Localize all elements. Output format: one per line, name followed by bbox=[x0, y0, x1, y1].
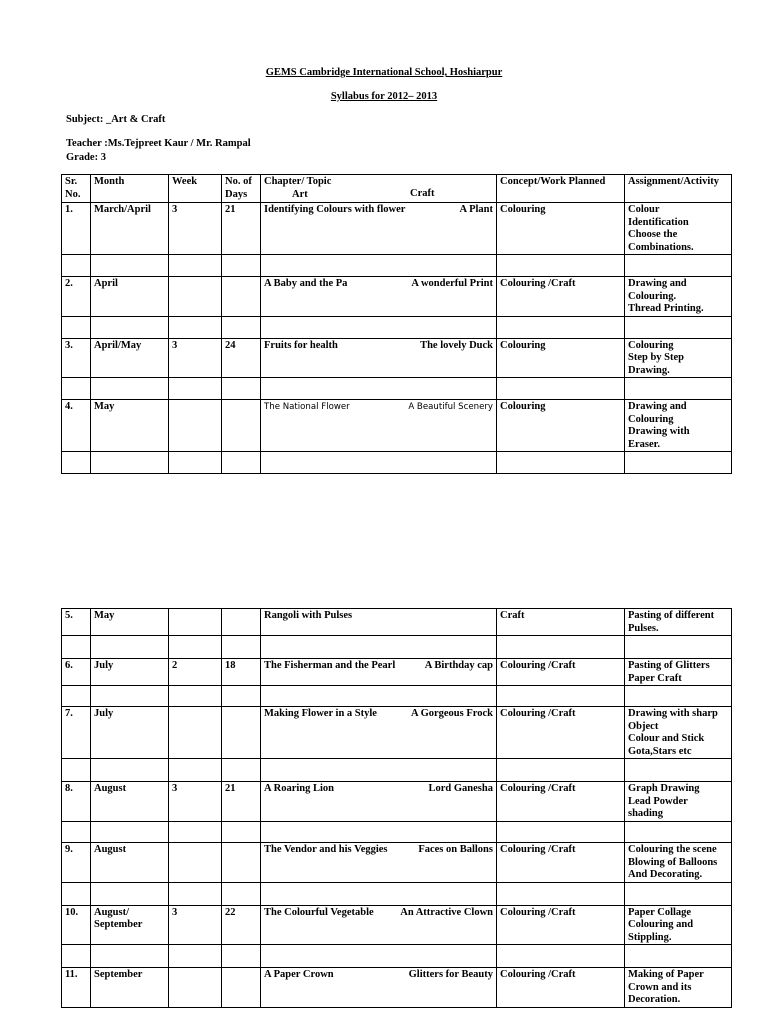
sr-cell: 9. bbox=[62, 843, 91, 883]
empty-cell bbox=[222, 636, 261, 659]
spacer-row bbox=[62, 686, 732, 707]
sr-cell: 1. bbox=[62, 203, 91, 255]
empty-cell bbox=[62, 378, 91, 400]
assignment-line: Graph Drawing bbox=[628, 783, 700, 794]
week-cell bbox=[169, 609, 222, 636]
topic-cell bbox=[261, 843, 497, 883]
assignment-cell bbox=[625, 203, 732, 255]
assignment-cell bbox=[625, 338, 732, 378]
spacer-row bbox=[62, 452, 732, 474]
empty-cell bbox=[625, 822, 732, 843]
header-concept: Concept/Work Planned bbox=[497, 175, 625, 203]
month-cell: August/ September bbox=[91, 905, 169, 945]
days-cell bbox=[222, 843, 261, 883]
empty-cell bbox=[169, 255, 222, 277]
assignment-line: Pulses. bbox=[628, 622, 659, 634]
assignment-cell bbox=[625, 843, 732, 883]
assignment-line: Lead Powder bbox=[628, 795, 688, 807]
sr-cell: 7. bbox=[62, 707, 91, 759]
empty-cell bbox=[169, 759, 222, 782]
assignment-cell bbox=[625, 707, 732, 759]
topic-cell bbox=[261, 968, 497, 1008]
sr-cell: 11. bbox=[62, 968, 91, 1008]
empty-cell bbox=[497, 452, 625, 474]
empty-cell bbox=[625, 452, 732, 474]
topic-art: A Baby and the Pa bbox=[264, 278, 348, 289]
week-cell: 3 bbox=[169, 782, 222, 822]
concept-cell: Colouring bbox=[497, 338, 625, 378]
table-row bbox=[62, 968, 732, 1008]
month-cell: May bbox=[91, 400, 169, 452]
empty-cell bbox=[222, 822, 261, 843]
empty-cell bbox=[169, 882, 222, 905]
days-cell: 24 bbox=[222, 338, 261, 378]
header-assignment: Assignment/Activity bbox=[625, 175, 732, 203]
assignment-line: shading bbox=[628, 808, 664, 819]
month-cell: March/April bbox=[91, 203, 169, 255]
days-cell bbox=[222, 400, 261, 452]
week-cell bbox=[169, 843, 222, 883]
empty-cell bbox=[91, 882, 169, 905]
topic-art: Making Flower in a Style bbox=[264, 708, 377, 719]
week-cell: 3 bbox=[169, 905, 222, 945]
topic-cell bbox=[261, 338, 497, 378]
spacer-row bbox=[62, 822, 732, 843]
header-week: Week bbox=[169, 175, 222, 203]
empty-cell bbox=[62, 882, 91, 905]
empty-cell bbox=[91, 759, 169, 782]
table-row bbox=[62, 277, 732, 317]
sr-cell: 2. bbox=[62, 277, 91, 317]
assignment-line: Thread Printing. bbox=[628, 303, 704, 314]
header-days: No. of Days bbox=[222, 175, 261, 203]
topic-craft: Lord Ganesha bbox=[428, 783, 493, 794]
empty-cell bbox=[91, 636, 169, 659]
concept-cell: Colouring /Craft bbox=[497, 707, 625, 759]
syllabus-table-1 bbox=[61, 174, 732, 474]
empty-cell bbox=[222, 759, 261, 782]
table-row bbox=[62, 905, 732, 945]
concept-cell: Craft bbox=[497, 609, 625, 636]
empty-cell bbox=[91, 822, 169, 843]
empty-cell bbox=[625, 882, 732, 905]
month-cell: July bbox=[91, 707, 169, 759]
table-row bbox=[62, 782, 732, 822]
topic-craft: The lovely Duck bbox=[420, 339, 493, 351]
table-row bbox=[62, 400, 732, 452]
spacer-row bbox=[62, 882, 732, 905]
table-2-body bbox=[62, 609, 732, 1008]
assignment-cell bbox=[625, 609, 732, 636]
empty-cell bbox=[261, 378, 497, 400]
assignment-line: Stippling. bbox=[628, 931, 672, 943]
topic-craft: An Attractive Clown bbox=[400, 906, 493, 918]
week-cell: 2 bbox=[169, 659, 222, 686]
table-header-row bbox=[62, 175, 732, 203]
days-cell: 21 bbox=[222, 203, 261, 255]
week-cell: 3 bbox=[169, 338, 222, 378]
header-topic bbox=[261, 175, 497, 203]
topic-art: The National Flower bbox=[264, 402, 350, 412]
empty-cell bbox=[222, 452, 261, 474]
table-row bbox=[62, 609, 732, 636]
assignment-line: Pasting of Glitters bbox=[628, 660, 710, 671]
topic-cell bbox=[261, 609, 497, 636]
topic-art: The Vendor and his Veggies bbox=[264, 844, 388, 855]
week-cell bbox=[169, 707, 222, 759]
week-cell bbox=[169, 400, 222, 452]
empty-cell bbox=[91, 316, 169, 338]
sr-cell: 6. bbox=[62, 659, 91, 686]
assignment-line: And Decorating. bbox=[628, 869, 703, 880]
month-cell: April/May bbox=[91, 338, 169, 378]
days-cell bbox=[222, 277, 261, 317]
empty-cell bbox=[625, 316, 732, 338]
empty-cell bbox=[169, 822, 222, 843]
empty-cell bbox=[169, 636, 222, 659]
empty-cell bbox=[222, 945, 261, 968]
assignment-line: Paper Collage bbox=[628, 906, 692, 918]
assignment-cell bbox=[625, 277, 732, 317]
topic-craft: A Beautiful Scenery bbox=[408, 402, 493, 412]
assignment-line: Blowing of Balloons bbox=[628, 856, 718, 868]
topic-art: Fruits for health bbox=[264, 339, 338, 351]
empty-cell bbox=[261, 686, 497, 707]
empty-cell bbox=[261, 822, 497, 843]
sr-cell: 5. bbox=[62, 609, 91, 636]
concept-cell: Colouring /Craft bbox=[497, 905, 625, 945]
topic-art: The Fisherman and the Pearl bbox=[264, 660, 396, 671]
empty-cell bbox=[169, 378, 222, 400]
concept-cell: Colouring /Craft bbox=[497, 659, 625, 686]
assignment-line: Drawing with sharp bbox=[628, 708, 718, 719]
empty-cell bbox=[261, 636, 497, 659]
empty-cell bbox=[222, 255, 261, 277]
assignment-line: Choose the bbox=[628, 229, 678, 240]
header-topic-label: Chapter/ Topic bbox=[264, 176, 332, 187]
empty-cell bbox=[62, 316, 91, 338]
empty-cell bbox=[169, 686, 222, 707]
header-month: Month bbox=[91, 175, 169, 203]
header-sr: Sr. No. bbox=[62, 175, 91, 203]
month-cell: August bbox=[91, 782, 169, 822]
empty-cell bbox=[91, 452, 169, 474]
empty-cell bbox=[625, 686, 732, 707]
topic-art: The Colourful Vegetable bbox=[264, 906, 374, 918]
table-row bbox=[62, 203, 732, 255]
empty-cell bbox=[261, 316, 497, 338]
spacer-row bbox=[62, 378, 732, 400]
spacer-row bbox=[62, 316, 732, 338]
empty-cell bbox=[625, 636, 732, 659]
spacer-row bbox=[62, 759, 732, 782]
table-row bbox=[62, 707, 732, 759]
assignment-line: Drawing and bbox=[628, 401, 687, 412]
assignment-line: Pasting of different bbox=[628, 610, 715, 621]
syllabus-title: Syllabus for 2012– 2013 bbox=[330, 91, 438, 102]
topic-cell bbox=[261, 707, 497, 759]
assignment-line: Colouring and bbox=[628, 919, 694, 930]
empty-cell bbox=[222, 686, 261, 707]
days-cell: 18 bbox=[222, 659, 261, 686]
syllabus-table-2 bbox=[61, 608, 732, 1008]
week-cell: 3 bbox=[169, 203, 222, 255]
table-row bbox=[62, 338, 732, 378]
empty-cell bbox=[62, 255, 91, 277]
month-cell: September bbox=[91, 968, 169, 1008]
empty-cell bbox=[62, 452, 91, 474]
empty-cell bbox=[169, 316, 222, 338]
concept-cell: Colouring /Craft bbox=[497, 843, 625, 883]
empty-cell bbox=[261, 452, 497, 474]
empty-cell bbox=[497, 882, 625, 905]
empty-cell bbox=[169, 945, 222, 968]
week-cell bbox=[169, 968, 222, 1008]
empty-cell bbox=[625, 378, 732, 400]
teacher-line: Teacher :Ms.Tejpreet Kaur / Mr. Rampal bbox=[66, 138, 251, 149]
days-cell bbox=[222, 707, 261, 759]
month-cell: April bbox=[91, 277, 169, 317]
assignment-line: Drawing and bbox=[628, 278, 687, 289]
topic-art: A Roaring Lion bbox=[264, 783, 335, 794]
assignment-line: Object bbox=[628, 720, 659, 732]
assignment-cell bbox=[625, 782, 732, 822]
empty-cell bbox=[497, 822, 625, 843]
empty-cell bbox=[625, 255, 732, 277]
empty-cell bbox=[169, 452, 222, 474]
month-cell: May bbox=[91, 609, 169, 636]
concept-cell: Colouring /Craft bbox=[497, 782, 625, 822]
assignment-line: Crown and its bbox=[628, 981, 692, 993]
sr-cell: 10. bbox=[62, 905, 91, 945]
empty-cell bbox=[497, 759, 625, 782]
table-row bbox=[62, 659, 732, 686]
topic-craft: A Birthday cap bbox=[424, 660, 493, 671]
grade-line: Grade: 3 bbox=[66, 152, 106, 163]
empty-cell bbox=[497, 316, 625, 338]
empty-cell bbox=[261, 945, 497, 968]
empty-cell bbox=[91, 686, 169, 707]
topic-cell bbox=[261, 203, 497, 255]
month-cell: July bbox=[91, 659, 169, 686]
sr-cell: 8. bbox=[62, 782, 91, 822]
empty-cell bbox=[497, 378, 625, 400]
sr-cell: 4. bbox=[62, 400, 91, 452]
topic-art: Rangoli with Pulses bbox=[264, 610, 353, 621]
assignment-line: Decoration. bbox=[628, 994, 681, 1005]
topic-cell bbox=[261, 659, 497, 686]
days-cell: 21 bbox=[222, 782, 261, 822]
assignment-cell bbox=[625, 905, 732, 945]
empty-cell bbox=[497, 255, 625, 277]
empty-cell bbox=[91, 255, 169, 277]
header-topic-craft: Craft bbox=[410, 188, 435, 199]
school-title: GEMS Cambridge International School, Hoshiarpur bbox=[265, 67, 503, 78]
topic-art: A Paper Crown bbox=[264, 969, 334, 980]
assignment-line: Colouring. bbox=[628, 290, 677, 302]
assignment-line: Gota,Stars etc bbox=[628, 745, 692, 757]
concept-cell: Colouring bbox=[497, 400, 625, 452]
empty-cell bbox=[497, 686, 625, 707]
empty-cell bbox=[497, 945, 625, 968]
days-cell bbox=[222, 609, 261, 636]
topic-art: Identifying Colours with flower bbox=[264, 204, 406, 215]
assignment-line: Making of Paper bbox=[628, 969, 704, 980]
spacer-row bbox=[62, 945, 732, 968]
table-row bbox=[62, 843, 732, 883]
empty-cell bbox=[91, 945, 169, 968]
empty-cell bbox=[625, 945, 732, 968]
week-cell bbox=[169, 277, 222, 317]
assignment-line: Drawing with bbox=[628, 426, 690, 437]
assignment-cell bbox=[625, 400, 732, 452]
assignment-cell bbox=[625, 659, 732, 686]
assignment-cell bbox=[625, 968, 732, 1008]
assignment-line: Colouring bbox=[628, 413, 674, 425]
topic-craft: Glitters for Beauty bbox=[408, 969, 493, 980]
empty-cell bbox=[91, 378, 169, 400]
concept-cell: Colouring bbox=[497, 203, 625, 255]
assignment-line: Step by Step bbox=[628, 352, 685, 363]
topic-cell bbox=[261, 277, 497, 317]
assignment-line: Identification bbox=[628, 216, 689, 228]
topic-craft: A wonderful Print bbox=[411, 278, 493, 289]
subject-line: Subject: _Art & Craft bbox=[66, 114, 166, 125]
month-cell: August bbox=[91, 843, 169, 883]
spacer-row bbox=[62, 255, 732, 277]
assignment-line: Combinations. bbox=[628, 241, 694, 253]
topic-craft: A Plant bbox=[459, 204, 493, 215]
concept-cell: Colouring /Craft bbox=[497, 277, 625, 317]
empty-cell bbox=[222, 316, 261, 338]
empty-cell bbox=[222, 882, 261, 905]
empty-cell bbox=[62, 945, 91, 968]
assignment-line: Eraser. bbox=[628, 438, 660, 450]
topic-cell bbox=[261, 782, 497, 822]
assignment-line: Paper Craft bbox=[628, 672, 682, 684]
empty-cell bbox=[62, 822, 91, 843]
assignment-line: Colouring bbox=[628, 339, 674, 351]
topic-craft: A Gorgeous Frock bbox=[410, 708, 493, 719]
days-cell bbox=[222, 968, 261, 1008]
empty-cell bbox=[62, 636, 91, 659]
sr-cell: 3. bbox=[62, 338, 91, 378]
table-1-body bbox=[62, 203, 732, 474]
assignment-line: Colour bbox=[628, 204, 660, 215]
assignment-line: Colouring the scene bbox=[628, 844, 717, 855]
assignment-line: Colour and Stick bbox=[628, 733, 705, 744]
empty-cell bbox=[261, 882, 497, 905]
empty-cell bbox=[261, 759, 497, 782]
header-topic-art: Art bbox=[292, 188, 308, 200]
topic-cell bbox=[261, 905, 497, 945]
days-cell: 22 bbox=[222, 905, 261, 945]
concept-cell: Colouring /Craft bbox=[497, 968, 625, 1008]
empty-cell bbox=[625, 759, 732, 782]
topic-cell bbox=[261, 400, 497, 452]
empty-cell bbox=[62, 686, 91, 707]
empty-cell bbox=[62, 759, 91, 782]
empty-cell bbox=[222, 378, 261, 400]
topic-craft: Faces on Ballons bbox=[418, 844, 493, 855]
assignment-line: Drawing. bbox=[628, 364, 670, 376]
empty-cell bbox=[261, 255, 497, 277]
spacer-row bbox=[62, 636, 732, 659]
empty-cell bbox=[497, 636, 625, 659]
